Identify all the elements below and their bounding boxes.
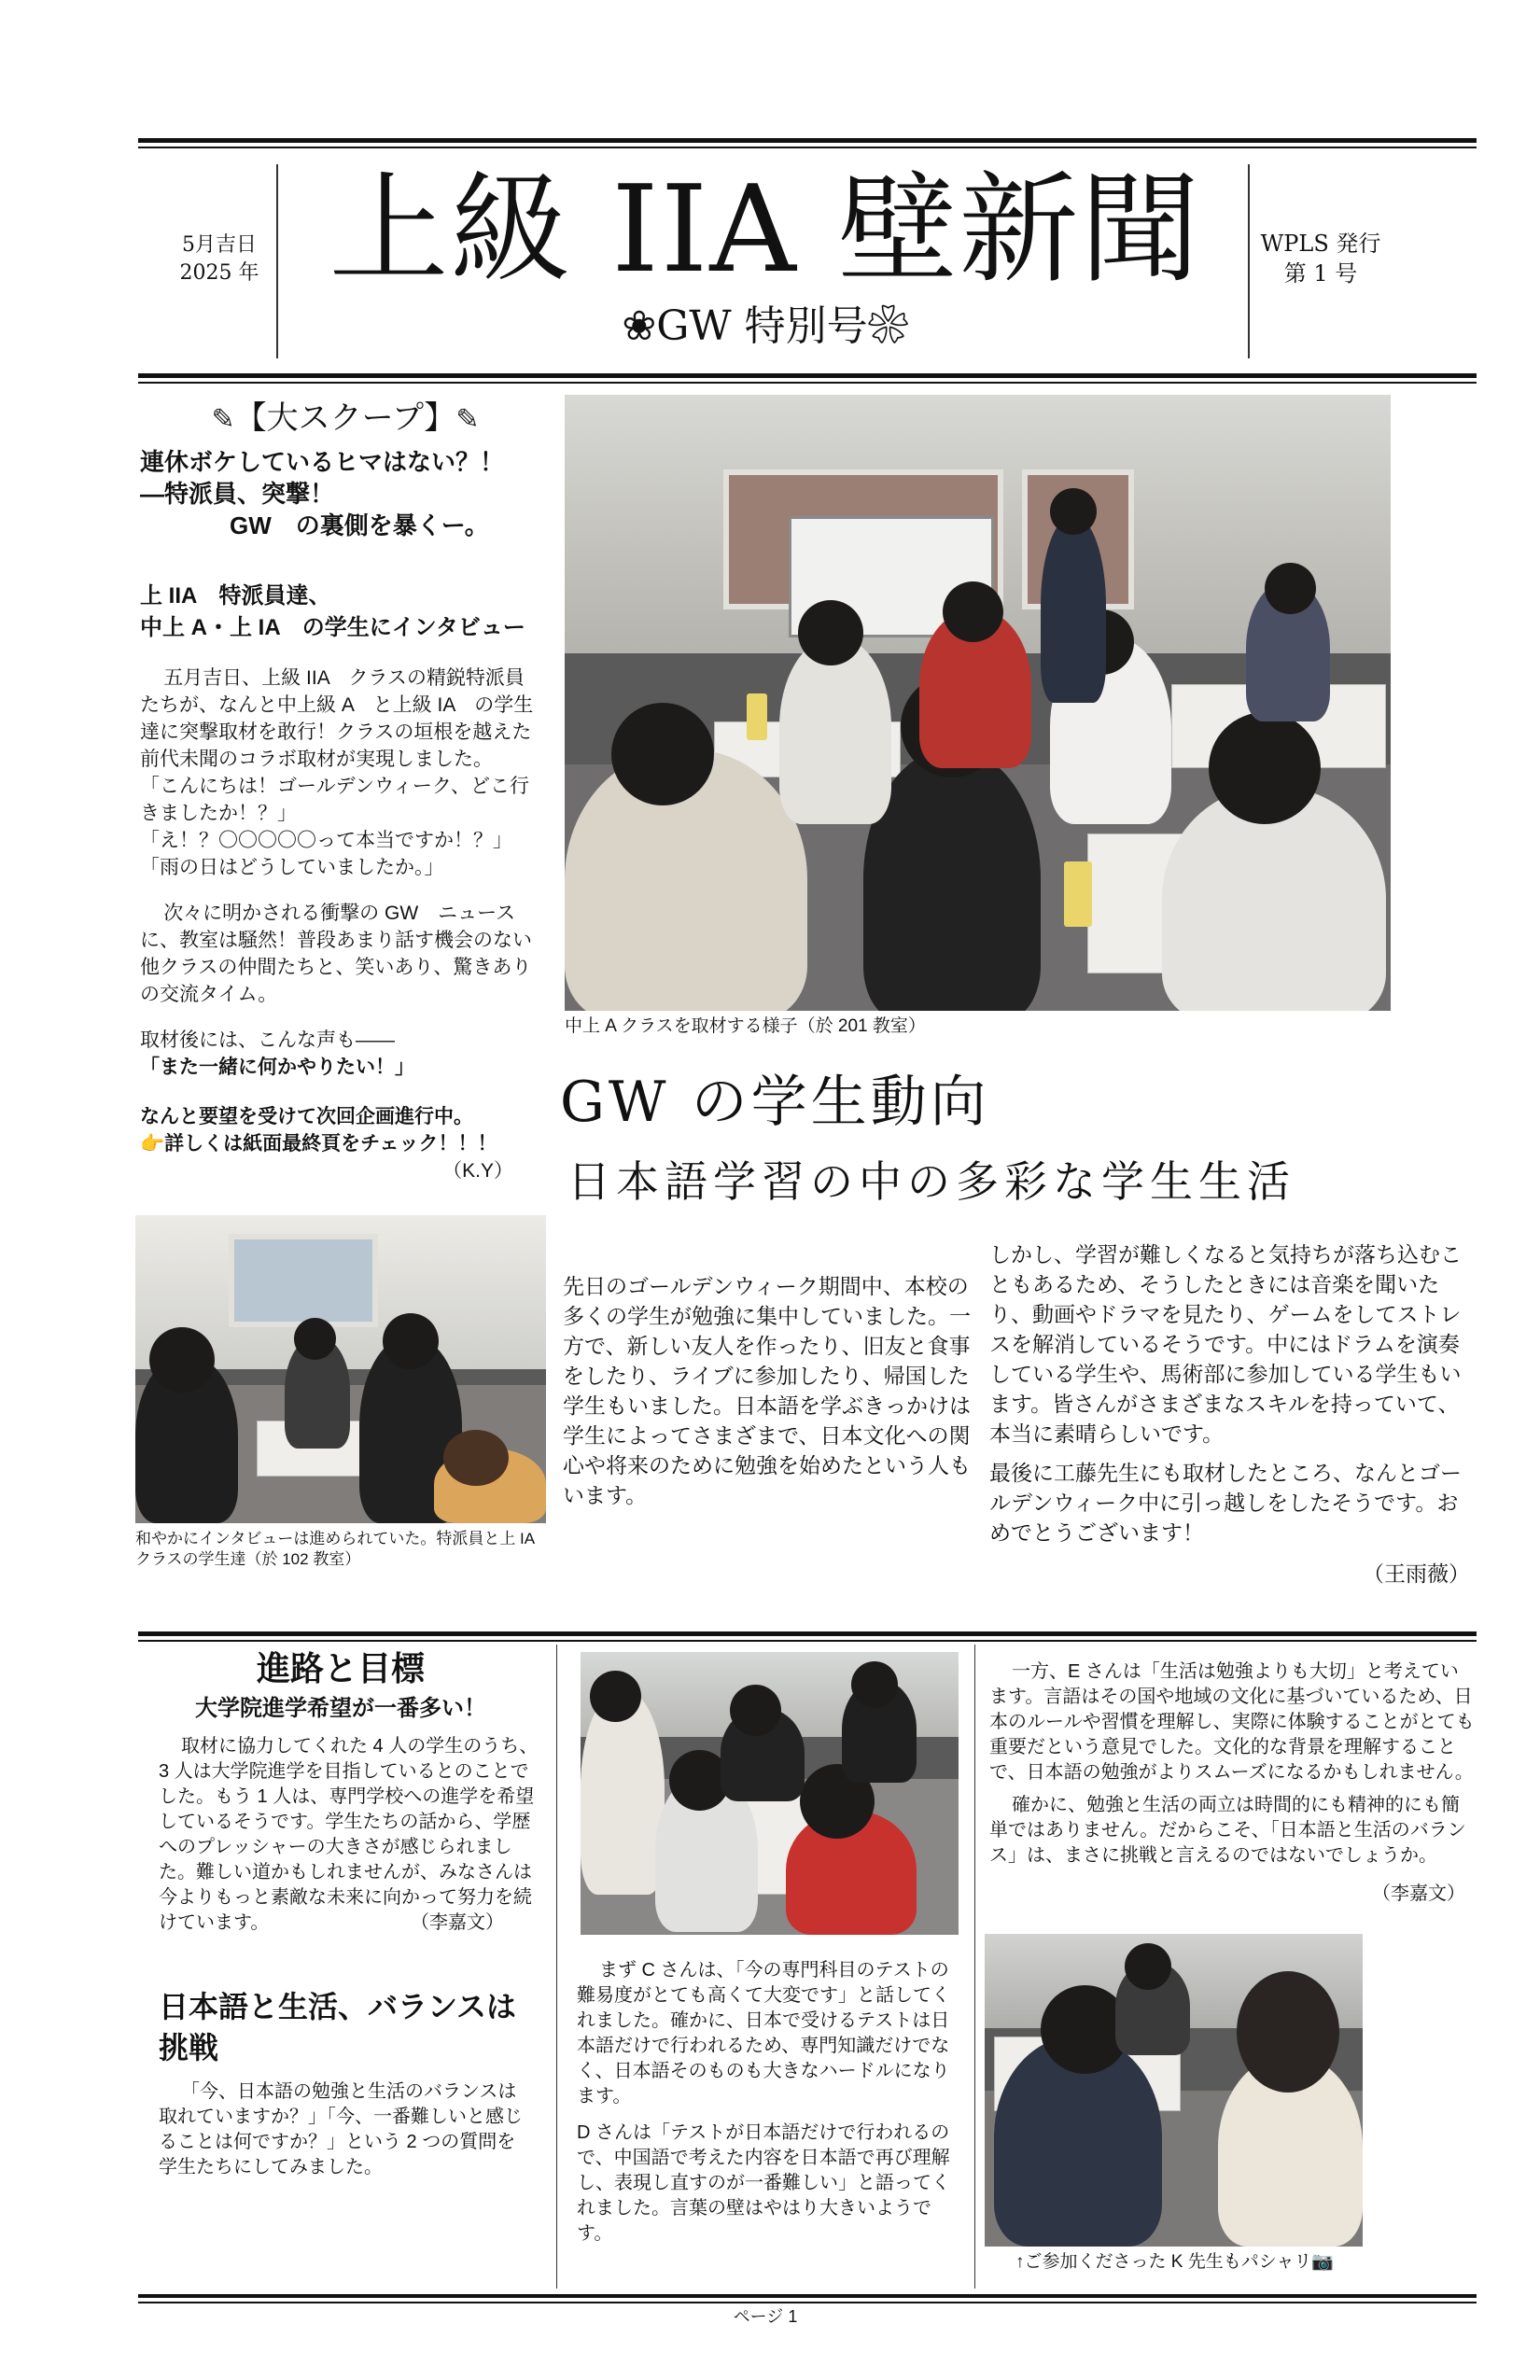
main-photo-caption: 中上 A クラスを取材する様子（於 201 教室） bbox=[565, 1016, 926, 1036]
teacher-photo bbox=[985, 1934, 1363, 2247]
lower-column-divider-2 bbox=[974, 1645, 975, 2289]
scoop-after-text: 取材後には、こんな声も―― bbox=[140, 1029, 395, 1051]
balance-student-d: D さんは「テストが日本語だけで行われるので、中国語で考えた内容を日本語で再び理解し、表現し直すのが一番難しい」と語ってくれました。言葉の壁はやはり大きいようです。 bbox=[577, 2122, 950, 2244]
footer-rule bbox=[138, 2294, 1477, 2303]
balance-author: （李嘉文） bbox=[1372, 1883, 1465, 1904]
scoop-quote-1: 「こんにちは！ゴールデンウィーク、どこ行きましたか！？」 bbox=[140, 776, 530, 824]
career-paragraph: 取材に協力してくれた 4 人の学生のうち、3 人は大学院進学を目指しているとのことでした。もう 1 人は、専門学校への進学を希望しているそうです。学生たちの話から、学歴へのプレッシャーの大きさが感じられました。難しい道かもしれませんが、みなさんは今よりもっと素敵な未来に向かって努力を続けています。 bbox=[159, 1736, 539, 1933]
issue-date-line1: 5月吉日 bbox=[182, 233, 257, 257]
scoop-next-plan: なんと要望を受けて次回企画進行中。 bbox=[140, 1106, 473, 1127]
balance-intro: 「今、日本語の勉強と生活のバランスは取れていますか？」「今、一番難しいと感じることは何ですか？」という 2 つの質問を学生たちにしてみました。 bbox=[159, 2081, 523, 2177]
balance-student-e: 一方、E さんは「生活は勉強よりも大切」と考えています。言語はその国や地域の文化に基づいているため、日本のルールや習慣を理解し、実際に体験することがとても重要だという意見でした。文化的な背景を理解することで、日本語の勉強がよりスムーズになるかもしれません。 bbox=[989, 1661, 1475, 1783]
balance-middle-column bbox=[577, 1958, 959, 2247]
trends-headline: GW の学生動向 bbox=[560, 1070, 990, 1135]
scoop-check-last-page: 👉詳しくは紙面最終頁をチェック！！！ bbox=[140, 1133, 497, 1155]
scoop-subhead bbox=[140, 581, 551, 644]
balance-conclusion: 確かに、勉強と生活の両立は時間的にも精神的にも簡単ではありません。だからこそ、「日本語と生活のバランス」は、まさに挑戦と言えるのではないでしょうか。 bbox=[989, 1795, 1466, 1866]
scoop-paragraph-1: 五月吉日、上級 IIA クラスの精鋭特派員たちが、なんと中上級 A と上級 IA の学生達に突撃取材を敢行！クラスの垣根を越えた前代未聞のコラボ取材が実現しました。 bbox=[140, 667, 534, 770]
scoop-subhead-line1: 上 IIA 特派員達、 bbox=[140, 583, 331, 609]
section-divider-rule bbox=[138, 1631, 1477, 1642]
scoop-lead-line3: GW の裏側を暴くー。 bbox=[230, 511, 489, 539]
newspaper-title: 上級 IIA 壁新聞 bbox=[329, 161, 1202, 300]
career-author: （李嘉文） bbox=[411, 1912, 504, 1933]
scoop-author: （K.Y） bbox=[442, 1160, 513, 1182]
issue-date-line2: 2025 年 bbox=[179, 261, 259, 285]
pencil-icon: ✎ bbox=[455, 404, 480, 435]
lower-column-divider-1 bbox=[556, 1645, 557, 2289]
scoop-quote-3: 「雨の日はどうしていましたか。」 bbox=[140, 857, 444, 878]
page-number: ページ 1 bbox=[709, 2303, 821, 2328]
trends-column-1: 先日のゴールデンウィーク期間中、本校の多くの学生が勉強に集中していました。一方で、新しい友人を作ったり、旧友と食事をしたり、ライブに参加したり、帰国した学生もいました。日本語を学ぶきっかけは学生によってさまざまで、日本文化への関心や将来のために勉強を始めたという人もいます。 bbox=[563, 1274, 971, 1507]
balance-student-c: まず C さんは、「今の専門科目のテストの難易度がとても高くて大変です」と話してくれました。確かに、日本で受けるテストは日本語だけで行われるため、専門知識だけでなく、日本語そのものも大きなハードルになります。 bbox=[577, 1960, 950, 2107]
main-classroom-photo bbox=[565, 395, 1391, 1011]
scoop-header-text: 【大スクープ】 bbox=[234, 400, 456, 436]
scoop-header bbox=[149, 399, 541, 440]
trends-column-2-paragraph-2: 最後に工藤先生にも取材したところ、なんとゴールデンウィーク中に引っ越しをしたそうです。おめでとうございます！ bbox=[989, 1461, 1462, 1545]
pencil-icon: ✎ bbox=[211, 404, 235, 435]
scoop-lead-line2: ―特派員、突撃！ bbox=[140, 480, 335, 508]
issue-date bbox=[149, 231, 289, 287]
masthead-top-rule bbox=[138, 138, 1477, 148]
masthead-bottom-rule bbox=[138, 373, 1477, 384]
trends-column-2-paragraph-1: しかし、学習が難しくなると気持ちが落ち込むこともあるため、そうしたときには音楽を聞いたり、動画やドラマを見たり、ゲームをしてストレスを解消しているそうです。中にはドラムを演奏している学生や、馬術部に参加している学生もいます。皆さんがさまざまなスキルを持っていて、本当に素晴らしいです。 bbox=[989, 1242, 1462, 1446]
scoop-quote-2: 「え！？〇〇〇〇〇って本当ですか！？」 bbox=[140, 830, 512, 851]
interview-photo-caption: 和やかにインタビューは進められていた。特派員と上 IA クラスの学生達（於 102 教室） bbox=[135, 1530, 535, 1568]
scoop-lead bbox=[140, 446, 551, 541]
career-body bbox=[159, 1734, 541, 1936]
special-issue-subtitle: ❀GW 特別号❀ bbox=[622, 302, 909, 350]
publisher-line1: WPLS 発行 bbox=[1260, 231, 1381, 257]
interview-photo bbox=[135, 1215, 546, 1523]
career-subtitle: 大学院進学希望が一番多い！ bbox=[195, 1696, 486, 1721]
teacher-photo-caption: ↑ご参加くださった K 先生もパシャリ📷 bbox=[1015, 2252, 1335, 2272]
scoop-paragraph-2: 次々に明かされる衝撃の GW ニュースに、教室は騒然！普段あまり話す機会のない他クラスの仲間たちと、笑いあり、驚きありの交流タイム。 bbox=[140, 903, 532, 1005]
trends-author: （王雨薇） bbox=[1363, 1561, 1470, 1586]
scoop-subhead-line2: 中上 A・上 IA の学生にインタビュー bbox=[140, 615, 525, 640]
student-discussion-photo bbox=[581, 1652, 959, 1935]
scoop-voice-quote: 「また一緒に何かやりたい！」 bbox=[140, 1057, 414, 1078]
masthead-divider-left bbox=[276, 164, 278, 358]
trends-subheadline: 日本語学習の中の多彩な学生生活 bbox=[567, 1156, 1295, 1207]
career-title: 進路と目標 bbox=[256, 1649, 425, 1687]
publisher-info bbox=[1246, 229, 1395, 288]
balance-title: 日本語と生活、バランスは挑戦 bbox=[159, 1990, 517, 2065]
scoop-lead-line1: 連休ボケしているヒマはない？！ bbox=[140, 448, 505, 476]
issue-number: 第 1 号 bbox=[1283, 260, 1358, 287]
trends-column-2 bbox=[989, 1239, 1479, 1589]
scoop-body bbox=[140, 665, 541, 1184]
balance-right-column bbox=[989, 1659, 1475, 1907]
